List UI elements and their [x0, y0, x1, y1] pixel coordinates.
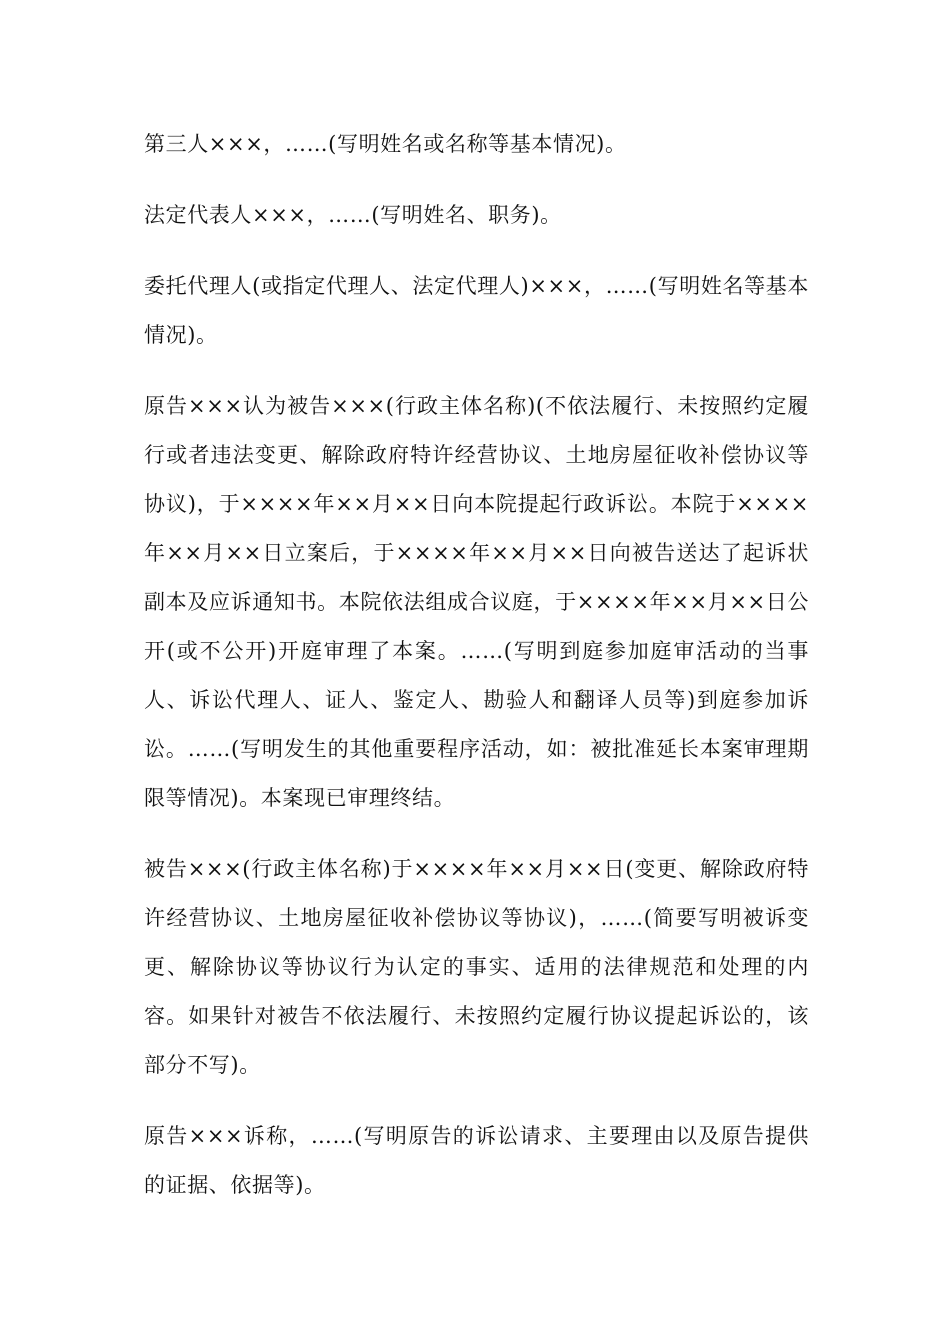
paragraph-defendant-action: 被告×××(行政主体名称)于××××年××月××日(变更、解除政府特许经营协议、土地房屋征收补偿协议等协议)，……(简要写明被诉变更、解除协议等协议行为认定的事实、适用的法律规范和处理的内容。如果针对被告不依法履行、未按照约定履行协议提起诉讼的，该部分不写)。: [144, 857, 809, 1077]
document-body: [144, 120, 809, 1232]
paragraph-third-party: 第三人×××，……(写明姓名或名称等基本情况)。: [144, 132, 627, 156]
paragraph-procedural-history: 原告×××认为被告×××(行政主体名称)(不依法履行、未按照约定履行或者违法变更、解除政府特许经营协议、土地房屋征收补偿协议等协议)，于××××年××月××日向本院提起行政诉讼。本院于××××年××月××日立案后，于××××年××月××日向被告送达了起诉状副本及应诉通知书。本院依法组成合议庭，于××××年××月××日公开(或不公开)开庭审理了本案。……(写明到庭参加庭审活动的当事人、诉讼代理人、证人、鉴定人、勘验人和翻译人员等)到庭参加诉讼。……(写明发生的其他重要程序活动，如：被批准延长本案审理期限等情况)。本案现已审理终结。: [144, 394, 809, 810]
paragraph-entrusted-agent: 委托代理人(或指定代理人、法定代理人)×××，……(写明姓名等基本情况)。: [144, 274, 809, 347]
paragraph-legal-representative: 法定代表人×××，……(写明姓名、职务)。: [144, 203, 562, 227]
paragraph-plaintiff-claims: 原告×××诉称，……(写明原告的诉讼请求、主要理由以及原告提供的证据、依据等)。: [144, 1124, 809, 1197]
